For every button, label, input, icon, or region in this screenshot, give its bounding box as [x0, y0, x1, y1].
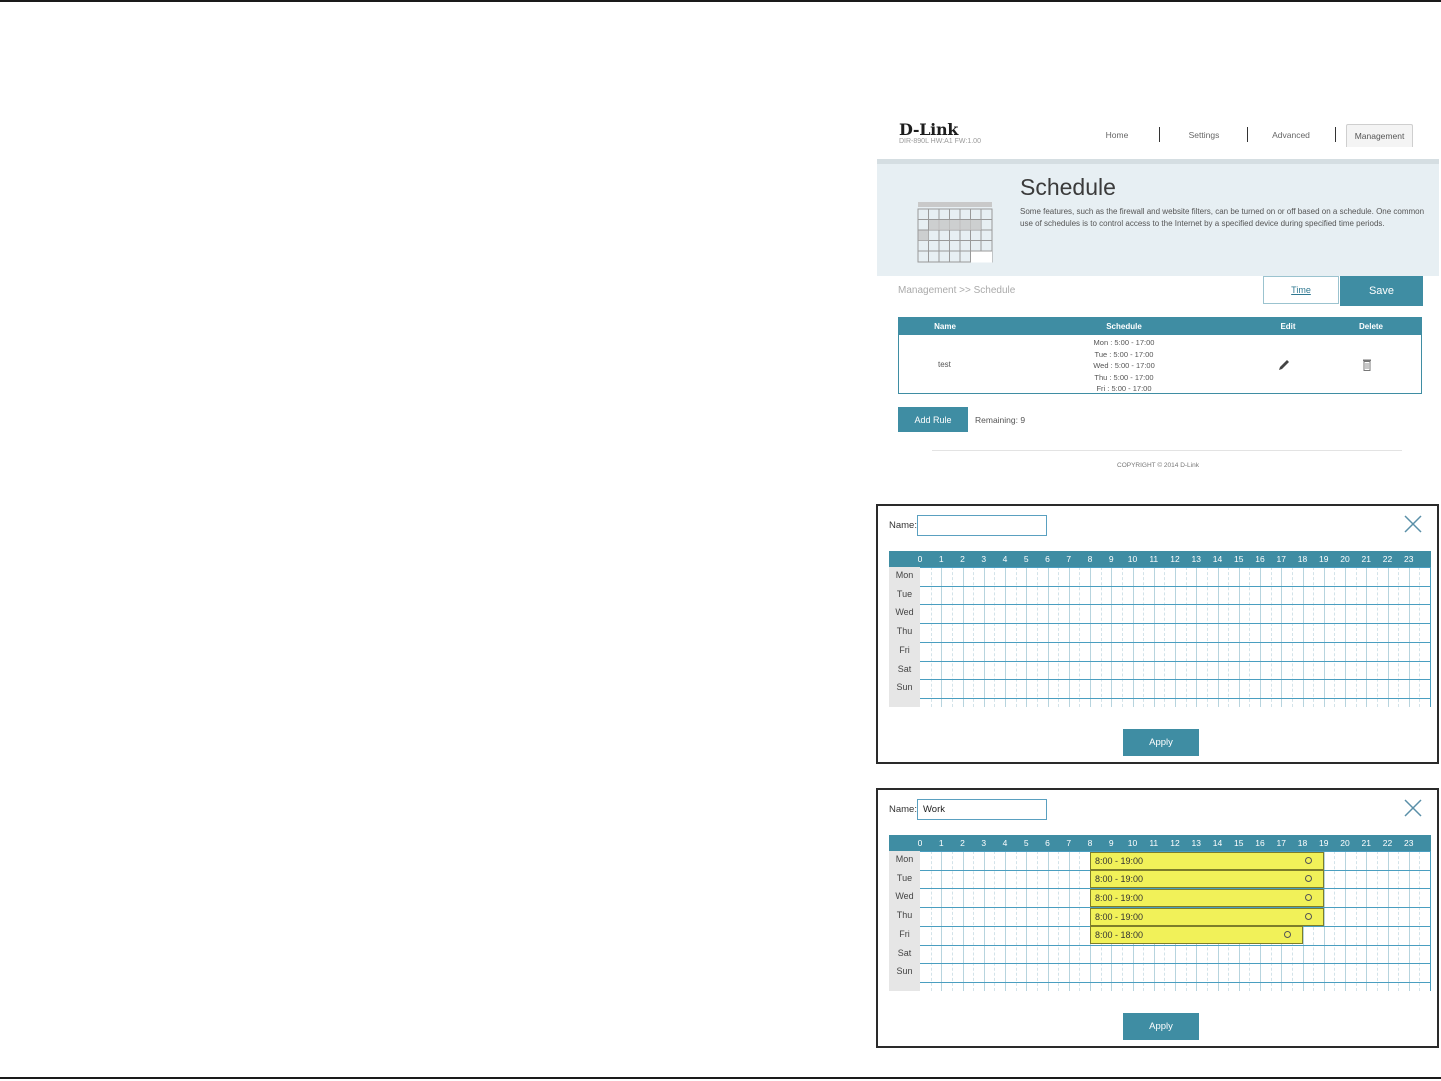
time-band[interactable]: [1090, 870, 1324, 888]
grid-line: [1026, 567, 1027, 707]
grid-line: [1377, 851, 1378, 991]
grid-line: [1005, 567, 1006, 707]
day-label: Sat: [897, 663, 912, 674]
schedule-editor-dialog-empty: [876, 504, 1439, 764]
grid-row-line: [920, 661, 1431, 662]
hour-label: 1: [938, 838, 944, 848]
time-band-label: 8:00 - 19:00: [1095, 855, 1144, 866]
time-band[interactable]: [1090, 852, 1324, 870]
band-resize-handle-icon[interactable]: [1284, 931, 1291, 938]
schedule-rules-table: [898, 317, 1422, 394]
day-column: [889, 851, 920, 991]
grid-row-line: [920, 604, 1431, 605]
grid-line: [1324, 567, 1325, 707]
grid-line: [1388, 567, 1389, 707]
band-resize-handle-icon[interactable]: [1305, 913, 1312, 920]
grid-line: [1143, 567, 1144, 707]
time-band-label: 8:00 - 19:00: [1095, 892, 1144, 903]
hour-label: 17: [1276, 554, 1286, 564]
grid-line: [941, 567, 942, 707]
page-description: Some features, such as the firewall and website filters, can be turned on or off based on a schedule. One common use of schedules is to control access to the Internet by a specified device during specified time periods.: [1020, 207, 1425, 228]
hour-label: 10: [1127, 838, 1138, 848]
grid-line: [1037, 851, 1038, 991]
grid-line: [1111, 567, 1112, 707]
hour-label: 15: [1234, 554, 1244, 564]
grid-line: [1016, 851, 1017, 991]
grid-line: [1058, 567, 1059, 707]
page-title: Schedule: [1020, 174, 1116, 200]
grid-line: [994, 567, 995, 707]
grid-row-line: [920, 642, 1431, 643]
nav-settings[interactable]: Settings: [1188, 130, 1220, 140]
model-info: DIR-890L HW:A1 FW:1.00: [899, 138, 981, 145]
grid-line: [963, 567, 964, 707]
grid-row-line: [920, 586, 1431, 587]
name-input[interactable]: [917, 799, 1047, 820]
grid-line: [1175, 567, 1176, 707]
hour-label: 10: [1127, 554, 1138, 564]
grid-line: [1324, 851, 1325, 991]
hour-label: 14: [1212, 838, 1223, 848]
grid-line: [1334, 851, 1335, 991]
grid-line: [1048, 851, 1049, 991]
delete-trash-icon[interactable]: [1363, 359, 1371, 371]
grid-line: [1334, 567, 1335, 707]
name-label: Name:: [889, 520, 917, 531]
grid-line: [973, 851, 974, 991]
hour-label: 12: [1170, 838, 1180, 848]
hour-label: 13: [1191, 838, 1201, 848]
grid-line: [1196, 567, 1197, 707]
grid-line: [1356, 567, 1357, 707]
hour-label: 22: [1382, 838, 1393, 848]
edit-pencil-icon[interactable]: [1278, 359, 1290, 371]
day-label: Wed: [895, 891, 914, 902]
time-band-label: 8:00 - 19:00: [1095, 874, 1144, 885]
hour-label: 18: [1297, 838, 1308, 848]
grid-line: [1398, 567, 1399, 707]
grid-line: [1037, 567, 1038, 707]
hour-label: 0: [917, 554, 923, 564]
apply-button[interactable]: Apply: [1123, 729, 1199, 756]
grid-line: [963, 851, 964, 991]
hour-label: 14: [1212, 554, 1223, 564]
grid-line: [1388, 851, 1389, 991]
grid-line: [1409, 851, 1410, 991]
time-button[interactable]: Time: [1263, 276, 1339, 304]
hour-label: 19: [1319, 554, 1329, 564]
grid-line: [1313, 567, 1314, 707]
footer-divider: [932, 450, 1402, 451]
hero-strip: [877, 159, 1439, 164]
schedule-line: Tue : 5:00 - 17:00: [1094, 349, 1154, 359]
hour-label: 17: [1276, 838, 1286, 848]
grid-line: [1048, 567, 1049, 707]
page-hero: [877, 159, 1439, 276]
rule-schedule: [1093, 337, 1155, 395]
grid-line: [931, 851, 932, 991]
grid-line: [1122, 567, 1123, 707]
band-resize-handle-icon[interactable]: [1305, 857, 1312, 864]
grid-line: [1366, 567, 1367, 707]
column-header-delete: Delete: [1358, 322, 1384, 331]
grid-line: [952, 567, 953, 707]
hour-label: 7: [1066, 838, 1072, 848]
column-header-edit: Edit: [1280, 322, 1296, 331]
grid-line: [1377, 567, 1378, 707]
grid-line: [1398, 851, 1399, 991]
time-band[interactable]: [1090, 889, 1324, 907]
close-icon[interactable]: [1403, 798, 1423, 818]
hour-label: 8: [1087, 554, 1093, 564]
grid-line: [1133, 567, 1134, 707]
hour-label: 13: [1191, 554, 1201, 564]
nav-separator: [1247, 127, 1248, 142]
hour-label: 9: [1108, 838, 1114, 848]
hour-label: 20: [1340, 838, 1350, 848]
hour-label: 20: [1340, 554, 1350, 564]
grid-line: [973, 567, 974, 707]
nav-home[interactable]: Home: [1105, 130, 1129, 140]
hour-label: 23: [1404, 554, 1414, 564]
copyright: COPYRIGHT © 2014 D-Link: [1117, 462, 1199, 469]
time-band-label: 8:00 - 18:00: [1095, 930, 1144, 941]
hour-label: 23: [1404, 838, 1414, 848]
grid-line: [984, 567, 985, 707]
grid-line: [1101, 567, 1102, 707]
schedule-grid[interactable]: [889, 835, 1431, 991]
top-rule: [0, 0, 1441, 2]
name-input[interactable]: [917, 515, 1047, 536]
schedule-grid[interactable]: [889, 551, 1431, 707]
nav-management[interactable]: Management: [1346, 124, 1413, 147]
hour-label: 3: [981, 838, 987, 848]
day-label: Fri: [899, 644, 910, 655]
breadcrumb: Management >> Schedule: [898, 285, 1016, 296]
hour-header: [889, 551, 1431, 567]
time-band[interactable]: [1090, 926, 1303, 944]
grid-line: [1281, 567, 1282, 707]
hour-label: 21: [1361, 838, 1371, 848]
grid-row-line: [920, 963, 1431, 964]
day-label: Fri: [899, 928, 910, 939]
grid-row-line: [920, 623, 1431, 624]
grid-line: [984, 851, 985, 991]
schedule-grid-cells[interactable]: [920, 567, 1431, 707]
hour-label: 21: [1361, 554, 1371, 564]
table-row: [899, 337, 1421, 393]
hour-label: 19: [1319, 838, 1329, 848]
grid-line: [1090, 567, 1091, 707]
grid-line: [1419, 567, 1420, 707]
grid-line: [1260, 567, 1261, 707]
schedule-line: Mon : 5:00 - 17:00: [1093, 338, 1155, 347]
hour-label: 3: [981, 554, 987, 564]
hour-label: 6: [1045, 838, 1050, 848]
table-header: [899, 318, 1421, 335]
hour-label: 1: [938, 554, 944, 564]
schedule-editor-dialog-filled: [876, 788, 1439, 1048]
grid-line: [1239, 567, 1240, 707]
grid-line: [1079, 567, 1080, 707]
close-icon[interactable]: [1403, 514, 1423, 534]
grid-line: [1409, 567, 1410, 707]
hour-label: 16: [1255, 838, 1265, 848]
hour-label: 11: [1149, 554, 1159, 564]
hour-label: 2: [960, 838, 965, 848]
grid-line: [1218, 567, 1219, 707]
grid-line: [1005, 851, 1006, 991]
grid-row-line: [920, 945, 1431, 946]
column-header-schedule: Schedule: [1106, 322, 1142, 331]
time-band[interactable]: [1090, 908, 1324, 926]
grid-line: [1079, 851, 1080, 991]
day-label: Sun: [896, 682, 913, 693]
grid-line: [1271, 567, 1272, 707]
schedule-line: Fri : 5:00 - 17:00: [1096, 384, 1152, 393]
grid-line: [1207, 567, 1208, 707]
grid-line: [1228, 567, 1229, 707]
nav-advanced[interactable]: Advanced: [1272, 130, 1310, 140]
day-label: Sun: [896, 966, 913, 977]
bottom-rule: [0, 1077, 1441, 1079]
hour-label: 7: [1066, 554, 1072, 564]
calendar-icon: [917, 201, 993, 263]
hour-label: 15: [1234, 838, 1244, 848]
day-label: Tue: [896, 872, 913, 883]
grid-line: [1069, 851, 1070, 991]
nav-separator: [1159, 127, 1160, 142]
hour-label: 5: [1023, 554, 1029, 564]
add-rule-button[interactable]: Add Rule: [898, 407, 968, 432]
grid-line: [1154, 567, 1155, 707]
grid-row-line: [920, 679, 1431, 680]
grid-line: [941, 851, 942, 991]
day-label: Tue: [896, 588, 913, 599]
grid-row-line: [920, 567, 1431, 568]
hour-label: 4: [1002, 838, 1008, 848]
hour-label: 9: [1108, 554, 1114, 564]
apply-button[interactable]: Apply: [1123, 1013, 1199, 1040]
remaining-count: Remaining: 9: [975, 415, 1026, 425]
grid-line: [1303, 567, 1304, 707]
grid-line: [994, 851, 995, 991]
schedule-line: Wed : 5:00 - 17:00: [1093, 361, 1155, 370]
grid-line: [1249, 567, 1250, 707]
grid-line: [1345, 851, 1346, 991]
day-label: Thu: [896, 626, 913, 637]
band-resize-handle-icon[interactable]: [1305, 894, 1312, 901]
grid-line: [952, 851, 953, 991]
day-label: Mon: [895, 854, 914, 864]
day-column: [889, 567, 920, 707]
schedule-line: Thu : 5:00 - 17:00: [1094, 372, 1154, 382]
name-label: Name:: [889, 804, 917, 815]
hour-header: [889, 835, 1431, 851]
hour-label: 12: [1170, 554, 1180, 564]
grid-line: [931, 567, 932, 707]
grid-line: [1419, 851, 1420, 991]
save-button[interactable]: Save: [1340, 276, 1423, 306]
band-resize-handle-icon[interactable]: [1305, 875, 1312, 882]
rule-name: test: [938, 360, 951, 369]
day-label: Mon: [895, 570, 914, 580]
column-header-name: Name: [934, 322, 956, 331]
grid-line: [1356, 851, 1357, 991]
hour-label: 16: [1255, 554, 1265, 564]
day-label: Wed: [895, 607, 914, 618]
hour-label: 5: [1023, 838, 1029, 848]
nav-separator: [1335, 127, 1336, 142]
grid-row-line: [920, 982, 1431, 983]
hour-label: 6: [1045, 554, 1050, 564]
grid-line: [1164, 567, 1165, 707]
grid-line: [1345, 567, 1346, 707]
grid-line: [1186, 567, 1187, 707]
dlink-logo: D-Link: [899, 120, 959, 139]
schedule-page: [877, 105, 1439, 483]
hour-label: 11: [1149, 838, 1159, 848]
grid-row-line: [920, 698, 1431, 699]
grid-line: [1016, 567, 1017, 707]
hour-label: 2: [960, 554, 965, 564]
hour-label: 22: [1382, 554, 1393, 564]
hour-label: 18: [1297, 554, 1308, 564]
hour-label: 4: [1002, 554, 1008, 564]
day-label: Thu: [896, 910, 913, 921]
schedule-grid-cells[interactable]: [920, 851, 1431, 991]
grid-line: [1058, 851, 1059, 991]
time-band-label: 8:00 - 19:00: [1095, 911, 1144, 922]
hour-label: 8: [1087, 838, 1093, 848]
grid-line: [1069, 567, 1070, 707]
hour-label: 0: [917, 838, 923, 848]
grid-line: [1026, 851, 1027, 991]
day-label: Sat: [897, 947, 912, 958]
grid-line: [1366, 851, 1367, 991]
grid-line: [1292, 567, 1293, 707]
